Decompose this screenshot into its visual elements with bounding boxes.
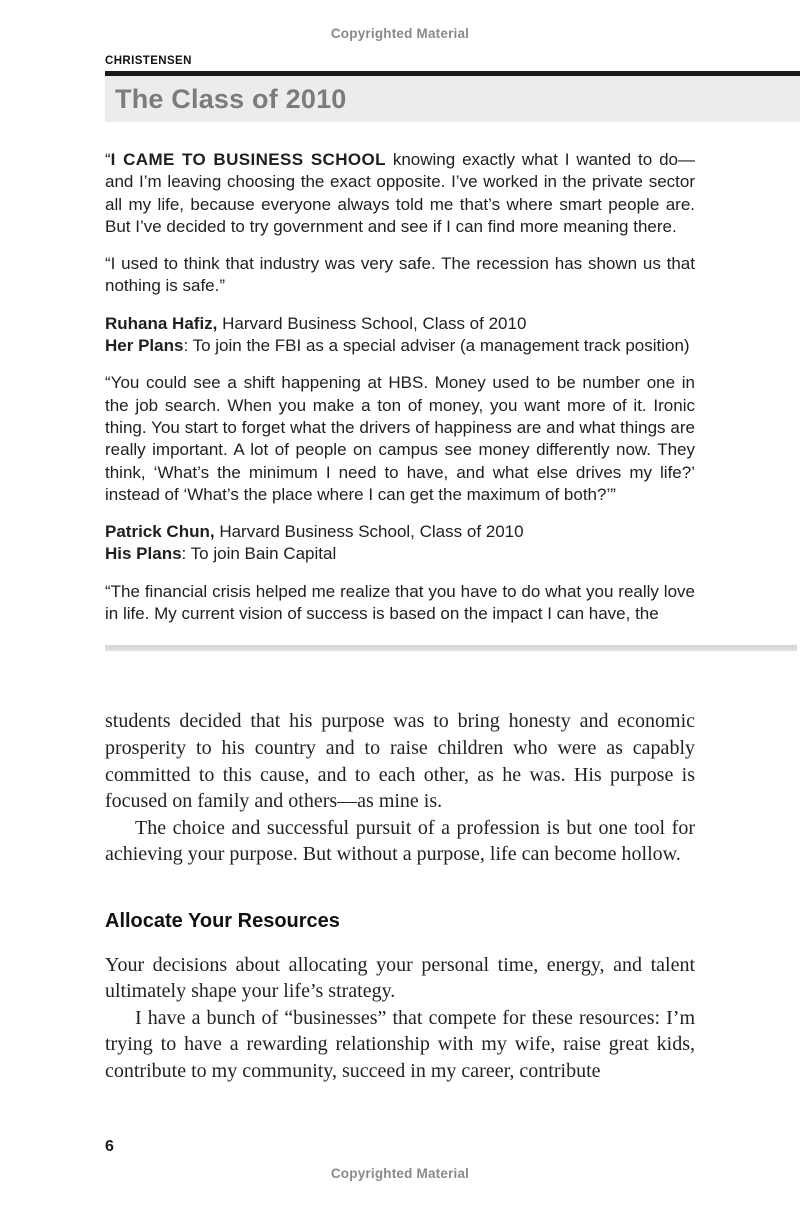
speaker-name: Ruhana Hafiz,: [105, 313, 218, 333]
section-heading: Allocate Your Resources: [105, 909, 340, 932]
author-running-header: CHRISTENSEN: [105, 55, 192, 67]
body-paragraph-4: I have a bunch of “businesses” that compete for these resources: I’m trying to have a rewarding relationship with my wife, raise great kids, contribute to my community, succeed in my career, contribute: [105, 1006, 695, 1082]
excerpt-paragraph-1: [105, 149, 695, 238]
attribution-2: [105, 521, 695, 566]
chapter-title: The Class of 2010: [115, 83, 347, 114]
attribution-1: [105, 313, 695, 358]
plans-text: : To join Bain Capital: [181, 544, 337, 564]
chapter-title-band: [105, 76, 800, 122]
excerpt-lead-caps: I CAME TO BUSINESS SCHOOL: [110, 150, 386, 169]
speaker-affiliation: Harvard Business School, Class of 2010: [214, 522, 524, 542]
body-paragraph-2: The choice and successful pursuit of a profession is but one tool for achieving your purpose. But without a purpose, life can become hollow.: [105, 816, 695, 866]
open-quote: “: [105, 150, 111, 169]
copyright-notice-top: Copyrighted Material: [330, 26, 470, 41]
plans-text: : To join the FBI as a special adviser (a management track position): [183, 336, 690, 356]
excerpt-paragraph-2: “I used to think that industry was very safe. The recession has shown us that nothing is safe.”: [105, 254, 695, 296]
body-paragraph-3: Your decisions about allocating your personal time, energy, and talent ultimately shape your life’s strategy.: [105, 953, 695, 1003]
speaker-affiliation: Harvard Business School, Class of 2010: [217, 313, 527, 333]
excerpt-paragraph-4: “The financial crisis helped me realize that you have to do what you really love in life. My current vision of success is based on the impact I can have, the: [105, 581, 695, 624]
excerpt-section: [105, 149, 695, 625]
plans-label: His Plans: [105, 544, 182, 564]
excerpt-paragraph-3: “You could see a shift happening at HBS. Money used to be number one in the job search. When you make a ton of money, you want more of it. Ironic thing. You start to forget what the drivers of happiness are and what things are really important. A lot of people on campus see money differently now. They think, ‘What’s the minimum I need to have, and what else drives my life?’ instead of ‘What’s the place where I can get the maximum of both?’”: [105, 373, 695, 504]
page-break-divider: [105, 645, 797, 651]
excerpt-paragraph-1-text: knowing exactly what I wanted to do—and I’m leaving choosing the exact opposite. I’ve worked in the private sector all my life, because everyone always told me that’s where smart people are. But I’ve decided to try government and see if I can find more meaning there.: [105, 150, 695, 236]
speaker-name: Patrick Chun,: [105, 522, 215, 542]
plans-label: Her Plans: [105, 336, 184, 356]
body-text-section: [105, 708, 695, 1084]
copyright-notice-bottom: Copyrighted Material: [330, 1166, 470, 1181]
page-number: 6: [105, 1138, 114, 1155]
body-paragraph-1: students decided that his purpose was to bring honesty and economic prosperity to his country and to raise children who were as capably committed to this cause, and to each other, as he was. His purpose is focused on family and others—as mine is.: [105, 710, 695, 813]
